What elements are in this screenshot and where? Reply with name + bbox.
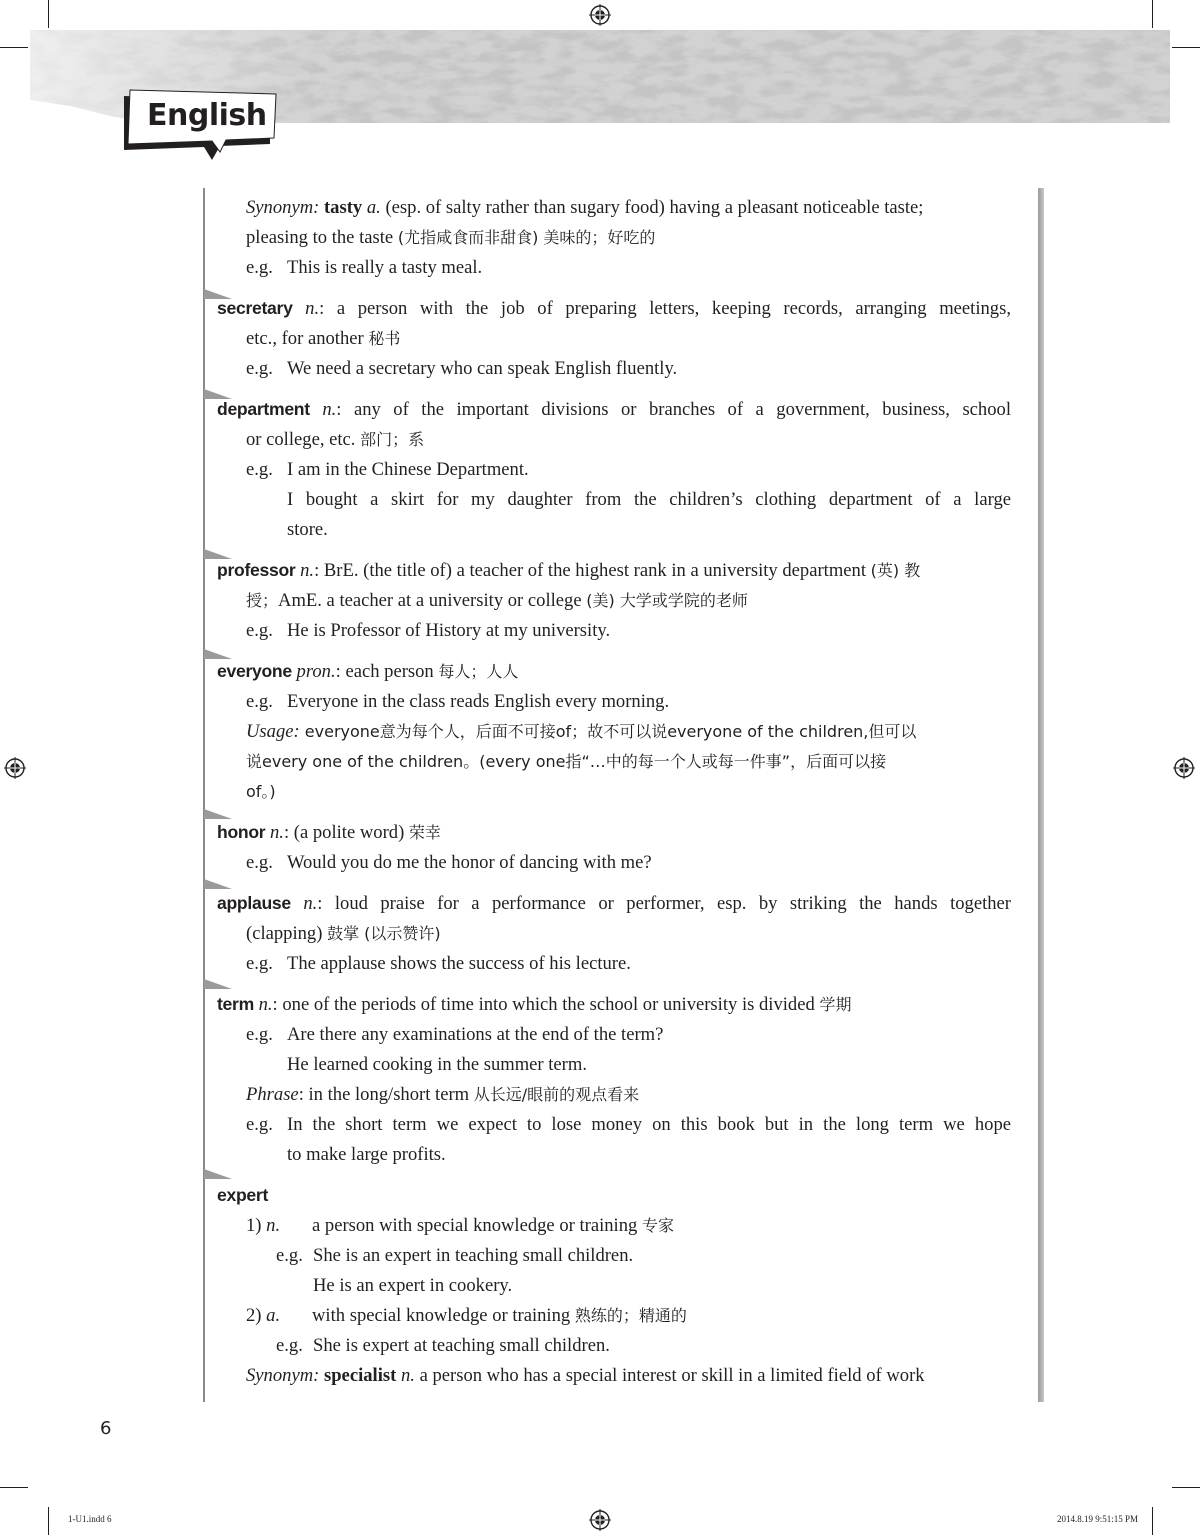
crop-mark-bottom-left-v — [48, 1507, 49, 1535]
synonym-label: Synonym: — [246, 197, 320, 218]
example-text: Are there any examinations at the end of the term? — [287, 1024, 664, 1045]
definition-text: (esp. of salty rather than sugary food) having a pleasant noticeable taste; — [385, 197, 924, 218]
part-of-speech: n. — [322, 399, 337, 420]
example-label: e.g. — [246, 852, 273, 873]
glossary-entry-tasty — [217, 193, 1011, 283]
headword: professor — [217, 560, 296, 580]
definition-text: etc., for another — [246, 328, 364, 349]
definition-line — [217, 1180, 1011, 1211]
section-tag-label: English — [147, 98, 267, 133]
glossary-entry-department — [217, 394, 1011, 545]
definition-text: : one of the periods of time into which the school or university is divided — [272, 994, 815, 1015]
crop-mark-bottom-left-h — [0, 1487, 28, 1488]
page-number: 6 — [100, 1418, 112, 1439]
definition-line — [217, 425, 1011, 455]
example-line — [217, 616, 1011, 646]
usage-line — [217, 777, 1011, 807]
part-of-speech: n. — [270, 822, 284, 843]
chinese-gloss: 部门；系 — [360, 430, 425, 449]
example-line — [217, 354, 1011, 384]
definition-text: : loud praise for a performance or performer, esp. by striking the hands together — [317, 893, 1011, 914]
phrase-text: : in the long/short term — [298, 1084, 470, 1105]
sense-line — [217, 1211, 1011, 1241]
glossary-entry-professor — [217, 555, 1011, 646]
example-line — [217, 949, 1011, 979]
headword: term — [217, 994, 254, 1014]
usage-line — [217, 747, 1011, 777]
print-slug-file: 1-U1.indd 6 — [68, 1514, 112, 1524]
usage-label: Usage: — [246, 721, 300, 742]
chinese-gloss: (英) 教 — [870, 561, 921, 580]
sense-number: 1) n. — [246, 1215, 281, 1236]
example-line — [217, 1110, 1011, 1140]
example-line — [217, 1271, 1011, 1301]
example-text: We need a secretary who can speak English fluently. — [287, 358, 678, 379]
part-of-speech: n. — [303, 893, 318, 914]
definition-line — [217, 989, 1011, 1020]
glossary-entry-honor — [217, 817, 1011, 878]
definition-line — [217, 555, 1011, 586]
example-label: e.g. — [246, 257, 273, 278]
example-label: e.g. — [246, 620, 273, 641]
usage-text: 说every one of the children。(every one指“…中的每一个人或每一件事”，后面可以接 — [246, 752, 887, 771]
example-text: In the short term we expect to lose money on this book but in the long term we hope — [287, 1114, 1011, 1135]
section-tag — [120, 86, 280, 166]
example-text: The applause shows the success of his lecture. — [287, 953, 631, 974]
example-text: She is expert at teaching small children. — [313, 1335, 610, 1356]
part-of-speech: n. — [305, 298, 320, 319]
crop-mark-bottom-right-v — [1152, 1507, 1153, 1535]
sense-line — [217, 1301, 1011, 1331]
part-of-speech: a. — [266, 1305, 281, 1326]
chinese-gloss: (美) 大学或学院的老师 — [586, 591, 748, 610]
chinese-gloss: (尤指咸食而非甜食) 美味的；好吃的 — [397, 228, 656, 247]
example-text: store. — [287, 519, 328, 540]
example-label: e.g. — [246, 358, 273, 379]
definition-text: : a person with the job of preparing letters, keeping records, arranging meetings, — [319, 298, 1011, 319]
definition-text: with special knowledge or training — [312, 1305, 571, 1326]
definition-text: : any of the important divisions or branches of a government, business, school — [336, 399, 1011, 420]
example-line — [217, 1241, 1011, 1271]
example-label: e.g. — [246, 953, 273, 974]
definition-text: (clapping) — [246, 923, 323, 944]
example-line — [217, 848, 1011, 878]
synonym-line — [217, 193, 1011, 223]
headword: department — [217, 399, 310, 419]
definition-line — [217, 293, 1011, 324]
example-line — [217, 455, 1011, 485]
definition-text: AmE. a teacher at a university or college — [278, 590, 582, 611]
part-of-speech: n. — [258, 994, 273, 1015]
usage-line — [217, 717, 1011, 747]
part-of-speech: n. — [266, 1215, 281, 1236]
synonym-word: specialist — [323, 1365, 397, 1386]
crop-mark-top-left-h — [0, 47, 28, 48]
definition-text: or college, etc. — [246, 429, 356, 450]
definition-line — [217, 919, 1011, 949]
registration-mark-right-icon — [1173, 757, 1195, 779]
registration-mark-top-icon — [589, 4, 611, 26]
definition-line — [217, 223, 1011, 253]
chinese-gloss: 授； — [246, 591, 279, 610]
print-slug-date: 2014.8.19 9:51:15 PM — [1056, 1514, 1138, 1524]
chinese-gloss: 从长远/眼前的观点看来 — [473, 1085, 640, 1104]
part-of-speech: n. — [300, 560, 315, 581]
example-text: He is Professor of History at my university. — [287, 620, 611, 641]
registration-mark-bottom-icon — [589, 1509, 611, 1531]
glossary-entry-everyone — [217, 656, 1011, 807]
example-text: I bought a skirt for my daughter from the children’s clothing department of a large — [287, 489, 1011, 510]
example-text: She is an expert in teaching small children. — [313, 1245, 634, 1266]
example-label: e.g. — [246, 1114, 273, 1135]
part-of-speech: a. — [366, 197, 381, 218]
headword: applause — [217, 893, 291, 913]
headword: honor — [217, 822, 266, 842]
definition-text: pleasing to the taste — [246, 227, 394, 248]
glossary-entry-secretary — [217, 293, 1011, 384]
registration-mark-left-icon — [4, 757, 26, 779]
example-text: He is an expert in cookery. — [313, 1275, 513, 1296]
synonym-label: Synonym: — [246, 1365, 320, 1386]
example-line — [217, 485, 1011, 515]
example-label: e.g. — [276, 1245, 303, 1266]
synonym-line — [217, 1361, 1011, 1391]
part-of-speech: n. — [400, 1365, 415, 1386]
sense-number: 2) a. — [246, 1305, 281, 1326]
definition-line — [217, 656, 1011, 687]
example-line — [217, 515, 1011, 545]
definition-line — [217, 324, 1011, 354]
crop-mark-top-right-h — [1172, 47, 1200, 48]
glossary-entry-term — [217, 989, 1011, 1170]
definition-line — [217, 394, 1011, 425]
definition-line — [217, 817, 1011, 848]
example-text: Would you do me the honor of dancing with me? — [287, 852, 652, 873]
example-text: Everyone in the class reads English every morning. — [287, 691, 670, 712]
definition-line — [217, 586, 1011, 616]
headword: secretary — [217, 298, 293, 318]
chinese-gloss: 学期 — [819, 995, 852, 1014]
headword: tasty — [323, 197, 363, 218]
chinese-gloss: 熟练的；精通的 — [574, 1306, 687, 1325]
glossary-list — [217, 193, 1011, 1401]
phrase-line — [217, 1080, 1011, 1110]
example-text: He learned cooking in the summer term. — [287, 1054, 587, 1075]
example-text: to make large profits. — [287, 1144, 446, 1165]
chinese-gloss: 秘书 — [368, 329, 401, 348]
crop-mark-top-left-v — [48, 0, 49, 28]
example-text: This is really a tasty meal. — [287, 257, 483, 278]
definition-text: : each person — [335, 661, 434, 682]
definition-text: a person with special knowledge or training — [312, 1215, 638, 1236]
glossary-entry-applause — [217, 888, 1011, 979]
chinese-gloss: 每人；人人 — [438, 662, 519, 681]
phrase-label: Phrase — [246, 1084, 299, 1105]
crop-mark-bottom-right-h — [1172, 1487, 1200, 1488]
part-of-speech: pron. — [296, 661, 336, 682]
example-line — [217, 253, 1011, 283]
example-line — [217, 1331, 1011, 1361]
chinese-gloss: 鼓掌 (以示赞许) — [327, 924, 441, 943]
usage-text: everyone意为每个人，后面不可接of；故不可以说everyone of the children,但可以 — [299, 722, 917, 741]
example-label: e.g. — [246, 459, 273, 480]
usage-text: of。) — [246, 782, 276, 801]
example-label: e.g. — [246, 1024, 273, 1045]
example-line — [217, 1140, 1011, 1170]
crop-mark-top-right-v — [1152, 0, 1153, 28]
example-line — [217, 1020, 1011, 1050]
content-frame-left — [203, 188, 205, 1402]
example-label: e.g. — [276, 1335, 303, 1356]
example-line — [217, 1050, 1011, 1080]
definition-text: a person who has a special interest or skill in a limited field of work — [419, 1365, 925, 1386]
example-label: e.g. — [246, 691, 273, 712]
chinese-gloss: 荣幸 — [408, 823, 441, 842]
headword: expert — [217, 1185, 269, 1205]
definition-text: : (a polite word) — [283, 822, 405, 843]
headword: everyone — [217, 661, 292, 681]
definition-line — [217, 888, 1011, 919]
content-frame-right — [1038, 188, 1044, 1402]
glossary-entry-expert — [217, 1180, 1011, 1391]
chinese-gloss: 专家 — [641, 1216, 674, 1235]
definition-text: : BrE. (the title of) a teacher of the highest rank in a university department — [314, 560, 867, 581]
example-text: I am in the Chinese Department. — [287, 459, 529, 480]
example-line — [217, 687, 1011, 717]
